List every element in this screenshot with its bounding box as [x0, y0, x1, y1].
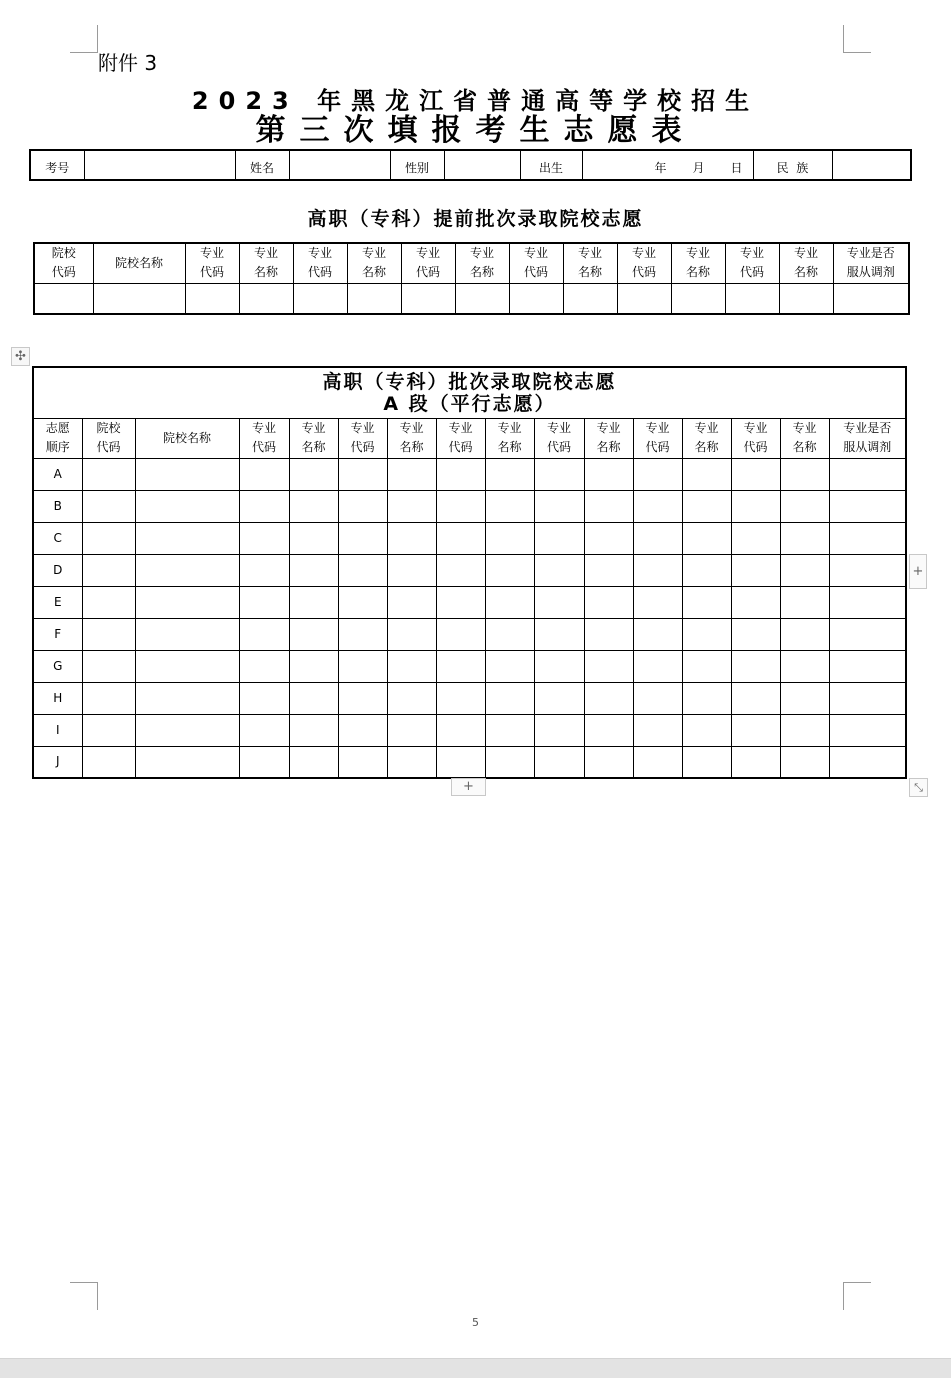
title-line-1: 2023 年黑龙江省普通高等学校招生 [191, 87, 760, 115]
choice-input-cell[interactable] [731, 458, 780, 490]
choice-input-cell[interactable] [829, 554, 906, 586]
choice-input-cell[interactable] [682, 714, 731, 746]
choice-input-cell[interactable] [584, 554, 633, 586]
early-input-row [34, 283, 909, 314]
row-label: G [33, 650, 82, 682]
table-row [33, 682, 906, 714]
choice-input-cell[interactable] [289, 586, 338, 618]
choice-input-cell[interactable] [584, 746, 633, 778]
early-input-cell[interactable] [455, 283, 509, 314]
row-label: E [33, 586, 82, 618]
table-row [33, 650, 906, 682]
header-cell: 专业 名称 [239, 243, 293, 283]
margin-corner-top-left [70, 25, 98, 53]
header-cell: 专业 名称 [387, 418, 436, 458]
choice-input-cell[interactable] [780, 714, 829, 746]
choice-input-cell[interactable] [584, 650, 633, 682]
choice-input-cell[interactable] [135, 618, 239, 650]
choice-input-cell[interactable] [584, 490, 633, 522]
name-field[interactable] [289, 150, 390, 180]
choice-input-cell[interactable] [682, 490, 731, 522]
table-row [33, 618, 906, 650]
margin-corner-bottom-right [843, 1282, 871, 1310]
choice-input-cell[interactable] [731, 554, 780, 586]
choice-input-cell[interactable] [731, 650, 780, 682]
attachment-label: 附件 3 [98, 51, 158, 75]
choice-input-cell[interactable] [82, 650, 135, 682]
header-cell: 专业 代码 [731, 418, 780, 458]
choice-input-cell[interactable] [135, 586, 239, 618]
choice-input-cell[interactable] [82, 586, 135, 618]
parallel-header-row [33, 418, 906, 458]
choice-input-cell[interactable] [239, 618, 289, 650]
header-cell: 专业 代码 [617, 243, 671, 283]
header-cell: 专业 代码 [338, 418, 387, 458]
choice-input-cell[interactable] [82, 618, 135, 650]
choice-input-cell[interactable] [731, 586, 780, 618]
choice-input-cell[interactable] [633, 682, 682, 714]
choice-input-cell[interactable] [731, 714, 780, 746]
row-label: I [33, 714, 82, 746]
header-cell: 专业 名称 [485, 418, 534, 458]
table-row [33, 554, 906, 586]
choice-input-cell[interactable] [338, 682, 387, 714]
choice-input-cell[interactable] [584, 714, 633, 746]
header-cell: 院校名称 [135, 418, 239, 458]
choice-input-cell[interactable] [135, 522, 239, 554]
header-cell: 专业是否 服从调剂 [833, 243, 909, 283]
choice-input-cell[interactable] [780, 586, 829, 618]
choice-input-cell[interactable] [387, 586, 436, 618]
choice-input-cell[interactable] [387, 458, 436, 490]
parallel-body [33, 458, 906, 778]
choice-input-cell[interactable] [780, 650, 829, 682]
parallel-title-row [33, 367, 906, 418]
table-row [33, 586, 906, 618]
choice-input-cell[interactable] [633, 714, 682, 746]
choice-input-cell[interactable] [436, 490, 485, 522]
choice-input-cell[interactable] [534, 490, 584, 522]
add-column-button[interactable]: + [909, 554, 927, 589]
early-input-cell[interactable] [185, 283, 239, 314]
margin-corner-top-right [843, 25, 871, 53]
choice-input-cell[interactable] [780, 458, 829, 490]
header-cell: 专业 名称 [347, 243, 401, 283]
choice-input-cell[interactable] [829, 714, 906, 746]
choice-input-cell[interactable] [338, 490, 387, 522]
table-row [33, 714, 906, 746]
choice-input-cell[interactable] [289, 714, 338, 746]
choice-input-cell[interactable] [239, 714, 289, 746]
table-resize-icon[interactable]: ⤡ [909, 778, 928, 797]
choice-input-cell[interactable] [239, 554, 289, 586]
title-line-2: 第三次填报考生志愿表 [255, 113, 696, 148]
choice-input-cell[interactable] [731, 490, 780, 522]
choice-input-cell[interactable] [829, 682, 906, 714]
choice-input-cell[interactable] [135, 490, 239, 522]
choice-input-cell[interactable] [534, 554, 584, 586]
table-row [33, 522, 906, 554]
status-bar [0, 1358, 951, 1378]
choice-input-cell[interactable] [633, 586, 682, 618]
choice-input-cell[interactable] [135, 458, 239, 490]
exam-no-field[interactable] [84, 150, 235, 180]
choice-input-cell[interactable] [534, 458, 584, 490]
choice-input-cell[interactable] [485, 490, 534, 522]
early-input-cell[interactable] [401, 283, 455, 314]
choice-input-cell[interactable] [534, 746, 584, 778]
choice-input-cell[interactable] [239, 682, 289, 714]
table-row [33, 458, 906, 490]
early-header-row [34, 243, 909, 283]
choice-input-cell[interactable] [829, 650, 906, 682]
header-cell: 专业 代码 [401, 243, 455, 283]
exam-no-label: 考号 [30, 150, 84, 180]
choice-input-cell[interactable] [633, 650, 682, 682]
early-input-cell[interactable] [833, 283, 909, 314]
choice-input-cell[interactable] [239, 490, 289, 522]
choice-input-cell[interactable] [387, 650, 436, 682]
choice-input-cell[interactable] [780, 490, 829, 522]
choice-input-cell[interactable] [436, 458, 485, 490]
choice-input-cell[interactable] [829, 522, 906, 554]
birth-date-field[interactable] [582, 150, 753, 180]
table-row [33, 490, 906, 522]
choice-input-cell[interactable] [534, 682, 584, 714]
parallel-batch-title: 高职（专科）批次录取院校志愿 [322, 370, 617, 393]
ethnicity-field[interactable] [832, 150, 911, 180]
choice-input-cell[interactable] [682, 682, 731, 714]
row-label: B [33, 490, 82, 522]
choice-input-cell[interactable] [289, 650, 338, 682]
choice-input-cell[interactable] [387, 490, 436, 522]
header-cell: 专业 名称 [289, 418, 338, 458]
choice-input-cell[interactable] [289, 490, 338, 522]
margin-corner-bottom-left [70, 1282, 98, 1310]
header-cell: 院校 代码 [82, 418, 135, 458]
header-cell: 院校 代码 [34, 243, 93, 283]
choice-input-cell[interactable] [584, 682, 633, 714]
add-row-button[interactable]: + [451, 778, 486, 796]
early-input-cell[interactable] [293, 283, 347, 314]
choice-input-cell[interactable] [633, 618, 682, 650]
choice-input-cell[interactable] [436, 586, 485, 618]
choice-input-cell[interactable] [485, 746, 534, 778]
row-label: A [33, 458, 82, 490]
choice-input-cell[interactable] [829, 618, 906, 650]
choice-input-cell[interactable] [534, 586, 584, 618]
choice-input-cell[interactable] [387, 522, 436, 554]
early-batch-title: 高职（专科）提前批次录取院校志愿 [307, 208, 644, 230]
row-label: D [33, 554, 82, 586]
choice-input-cell[interactable] [387, 746, 436, 778]
header-cell: 专业 代码 [239, 418, 289, 458]
choice-input-cell[interactable] [239, 522, 289, 554]
choice-input-cell[interactable] [584, 458, 633, 490]
choice-input-cell[interactable] [82, 746, 135, 778]
choice-input-cell[interactable] [829, 490, 906, 522]
row-label: F [33, 618, 82, 650]
choice-input-cell[interactable] [338, 522, 387, 554]
choice-input-cell[interactable] [239, 586, 289, 618]
table-row [33, 746, 906, 778]
choice-input-cell[interactable] [485, 458, 534, 490]
choice-input-cell[interactable] [289, 522, 338, 554]
choice-input-cell[interactable] [436, 650, 485, 682]
choice-input-cell[interactable] [289, 682, 338, 714]
choice-input-cell[interactable] [338, 714, 387, 746]
parallel-batch-table [32, 366, 907, 779]
choice-input-cell[interactable] [338, 618, 387, 650]
choice-input-cell[interactable] [485, 618, 534, 650]
choice-input-cell[interactable] [436, 714, 485, 746]
choice-input-cell[interactable] [485, 586, 534, 618]
choice-input-cell[interactable] [633, 522, 682, 554]
choice-input-cell[interactable] [682, 458, 731, 490]
choice-input-cell[interactable] [485, 522, 534, 554]
choice-input-cell[interactable] [239, 746, 289, 778]
header-cell: 专业 名称 [563, 243, 617, 283]
month-label: 月 [692, 161, 705, 175]
header-cell: 专业 代码 [534, 418, 584, 458]
early-input-cell[interactable] [34, 283, 93, 314]
choice-input-cell[interactable] [534, 618, 584, 650]
choice-input-cell[interactable] [436, 746, 485, 778]
choice-input-cell[interactable] [682, 586, 731, 618]
header-cell: 专业 代码 [185, 243, 239, 283]
choice-input-cell[interactable] [135, 650, 239, 682]
header-cell: 志愿 顺序 [33, 418, 82, 458]
header-cell: 专业 代码 [436, 418, 485, 458]
choice-input-cell[interactable] [534, 522, 584, 554]
choice-input-cell[interactable] [436, 618, 485, 650]
choice-input-cell[interactable] [633, 746, 682, 778]
header-cell: 院校名称 [93, 243, 185, 283]
header-cell: 专业 代码 [509, 243, 563, 283]
choice-input-cell[interactable] [584, 618, 633, 650]
parallel-title-cell [33, 367, 906, 418]
header-cell: 专业是否 服从调剂 [829, 418, 906, 458]
choice-input-cell[interactable] [387, 618, 436, 650]
choice-input-cell[interactable] [338, 650, 387, 682]
choice-input-cell[interactable] [338, 586, 387, 618]
row-label: H [33, 682, 82, 714]
header-cell: 专业 名称 [780, 418, 829, 458]
early-input-cell[interactable] [671, 283, 725, 314]
choice-input-cell[interactable] [338, 554, 387, 586]
choice-input-cell[interactable] [682, 522, 731, 554]
name-label: 姓名 [235, 150, 289, 180]
choice-input-cell[interactable] [135, 682, 239, 714]
choice-input-cell[interactable] [534, 650, 584, 682]
choice-input-cell[interactable] [485, 714, 534, 746]
choice-input-cell[interactable] [780, 682, 829, 714]
year-label: 年 [654, 161, 667, 175]
choice-input-cell[interactable] [731, 746, 780, 778]
choice-input-cell[interactable] [135, 714, 239, 746]
early-input-cell[interactable] [617, 283, 671, 314]
early-input-cell[interactable] [509, 283, 563, 314]
choice-input-cell[interactable] [780, 746, 829, 778]
early-input-cell[interactable] [779, 283, 833, 314]
choice-input-cell[interactable] [135, 554, 239, 586]
ethnicity-label: 民 族 [753, 150, 832, 180]
header-cell: 专业 名称 [779, 243, 833, 283]
header-cell: 专业 名称 [682, 418, 731, 458]
header-cell: 专业 代码 [293, 243, 347, 283]
choice-input-cell[interactable] [436, 554, 485, 586]
early-batch-table [33, 242, 910, 315]
choice-input-cell[interactable] [633, 554, 682, 586]
choice-input-cell[interactable] [239, 458, 289, 490]
early-input-cell[interactable] [347, 283, 401, 314]
header-cell: 专业 名称 [671, 243, 725, 283]
choice-input-cell[interactable] [780, 522, 829, 554]
header-cell: 专业 代码 [633, 418, 682, 458]
choice-input-cell[interactable] [338, 746, 387, 778]
early-input-cell[interactable] [563, 283, 617, 314]
birth-label: 出生 [520, 150, 582, 180]
choice-input-cell[interactable] [289, 618, 338, 650]
choice-input-cell[interactable] [82, 490, 135, 522]
choice-input-cell[interactable] [338, 458, 387, 490]
choice-input-cell[interactable] [780, 618, 829, 650]
row-label: J [33, 746, 82, 778]
choice-input-cell[interactable] [829, 586, 906, 618]
choice-input-cell[interactable] [387, 714, 436, 746]
choice-input-cell[interactable] [633, 490, 682, 522]
choice-input-cell[interactable] [82, 458, 135, 490]
row-label: C [33, 522, 82, 554]
table-move-icon[interactable]: ✣ [11, 347, 30, 366]
header-cell: 专业 名称 [455, 243, 509, 283]
page-number: 5 [472, 1316, 479, 1329]
choice-input-cell[interactable] [731, 618, 780, 650]
choice-input-cell[interactable] [584, 586, 633, 618]
choice-input-cell[interactable] [436, 682, 485, 714]
choice-input-cell[interactable] [633, 458, 682, 490]
choice-input-cell[interactable] [485, 650, 534, 682]
day-label: 日 [730, 161, 743, 175]
gender-label: 性别 [390, 150, 444, 180]
choice-input-cell[interactable] [289, 746, 338, 778]
gender-field[interactable] [444, 150, 520, 180]
choice-input-cell[interactable] [829, 746, 906, 778]
choice-input-cell[interactable] [682, 746, 731, 778]
early-input-cell[interactable] [239, 283, 293, 314]
choice-input-cell[interactable] [584, 522, 633, 554]
choice-input-cell[interactable] [82, 682, 135, 714]
early-input-cell[interactable] [93, 283, 185, 314]
choice-input-cell[interactable] [829, 458, 906, 490]
choice-input-cell[interactable] [387, 554, 436, 586]
choice-input-cell[interactable] [82, 554, 135, 586]
choice-input-cell[interactable] [682, 650, 731, 682]
choice-input-cell[interactable] [82, 522, 135, 554]
choice-input-cell[interactable] [682, 554, 731, 586]
choice-input-cell[interactable] [780, 554, 829, 586]
student-info-table [29, 149, 912, 181]
choice-input-cell[interactable] [289, 458, 338, 490]
choice-input-cell[interactable] [436, 522, 485, 554]
choice-input-cell[interactable] [289, 554, 338, 586]
header-cell: 专业 名称 [584, 418, 633, 458]
choice-input-cell[interactable] [387, 682, 436, 714]
choice-input-cell[interactable] [534, 714, 584, 746]
parallel-batch-subtitle: A 段（平行志愿） [383, 392, 556, 415]
choice-input-cell[interactable] [239, 650, 289, 682]
choice-input-cell[interactable] [485, 554, 534, 586]
choice-input-cell[interactable] [731, 682, 780, 714]
choice-input-cell[interactable] [682, 618, 731, 650]
choice-input-cell[interactable] [485, 682, 534, 714]
choice-input-cell[interactable] [82, 714, 135, 746]
choice-input-cell[interactable] [731, 522, 780, 554]
early-input-cell[interactable] [725, 283, 779, 314]
choice-input-cell[interactable] [135, 746, 239, 778]
header-cell: 专业 代码 [725, 243, 779, 283]
